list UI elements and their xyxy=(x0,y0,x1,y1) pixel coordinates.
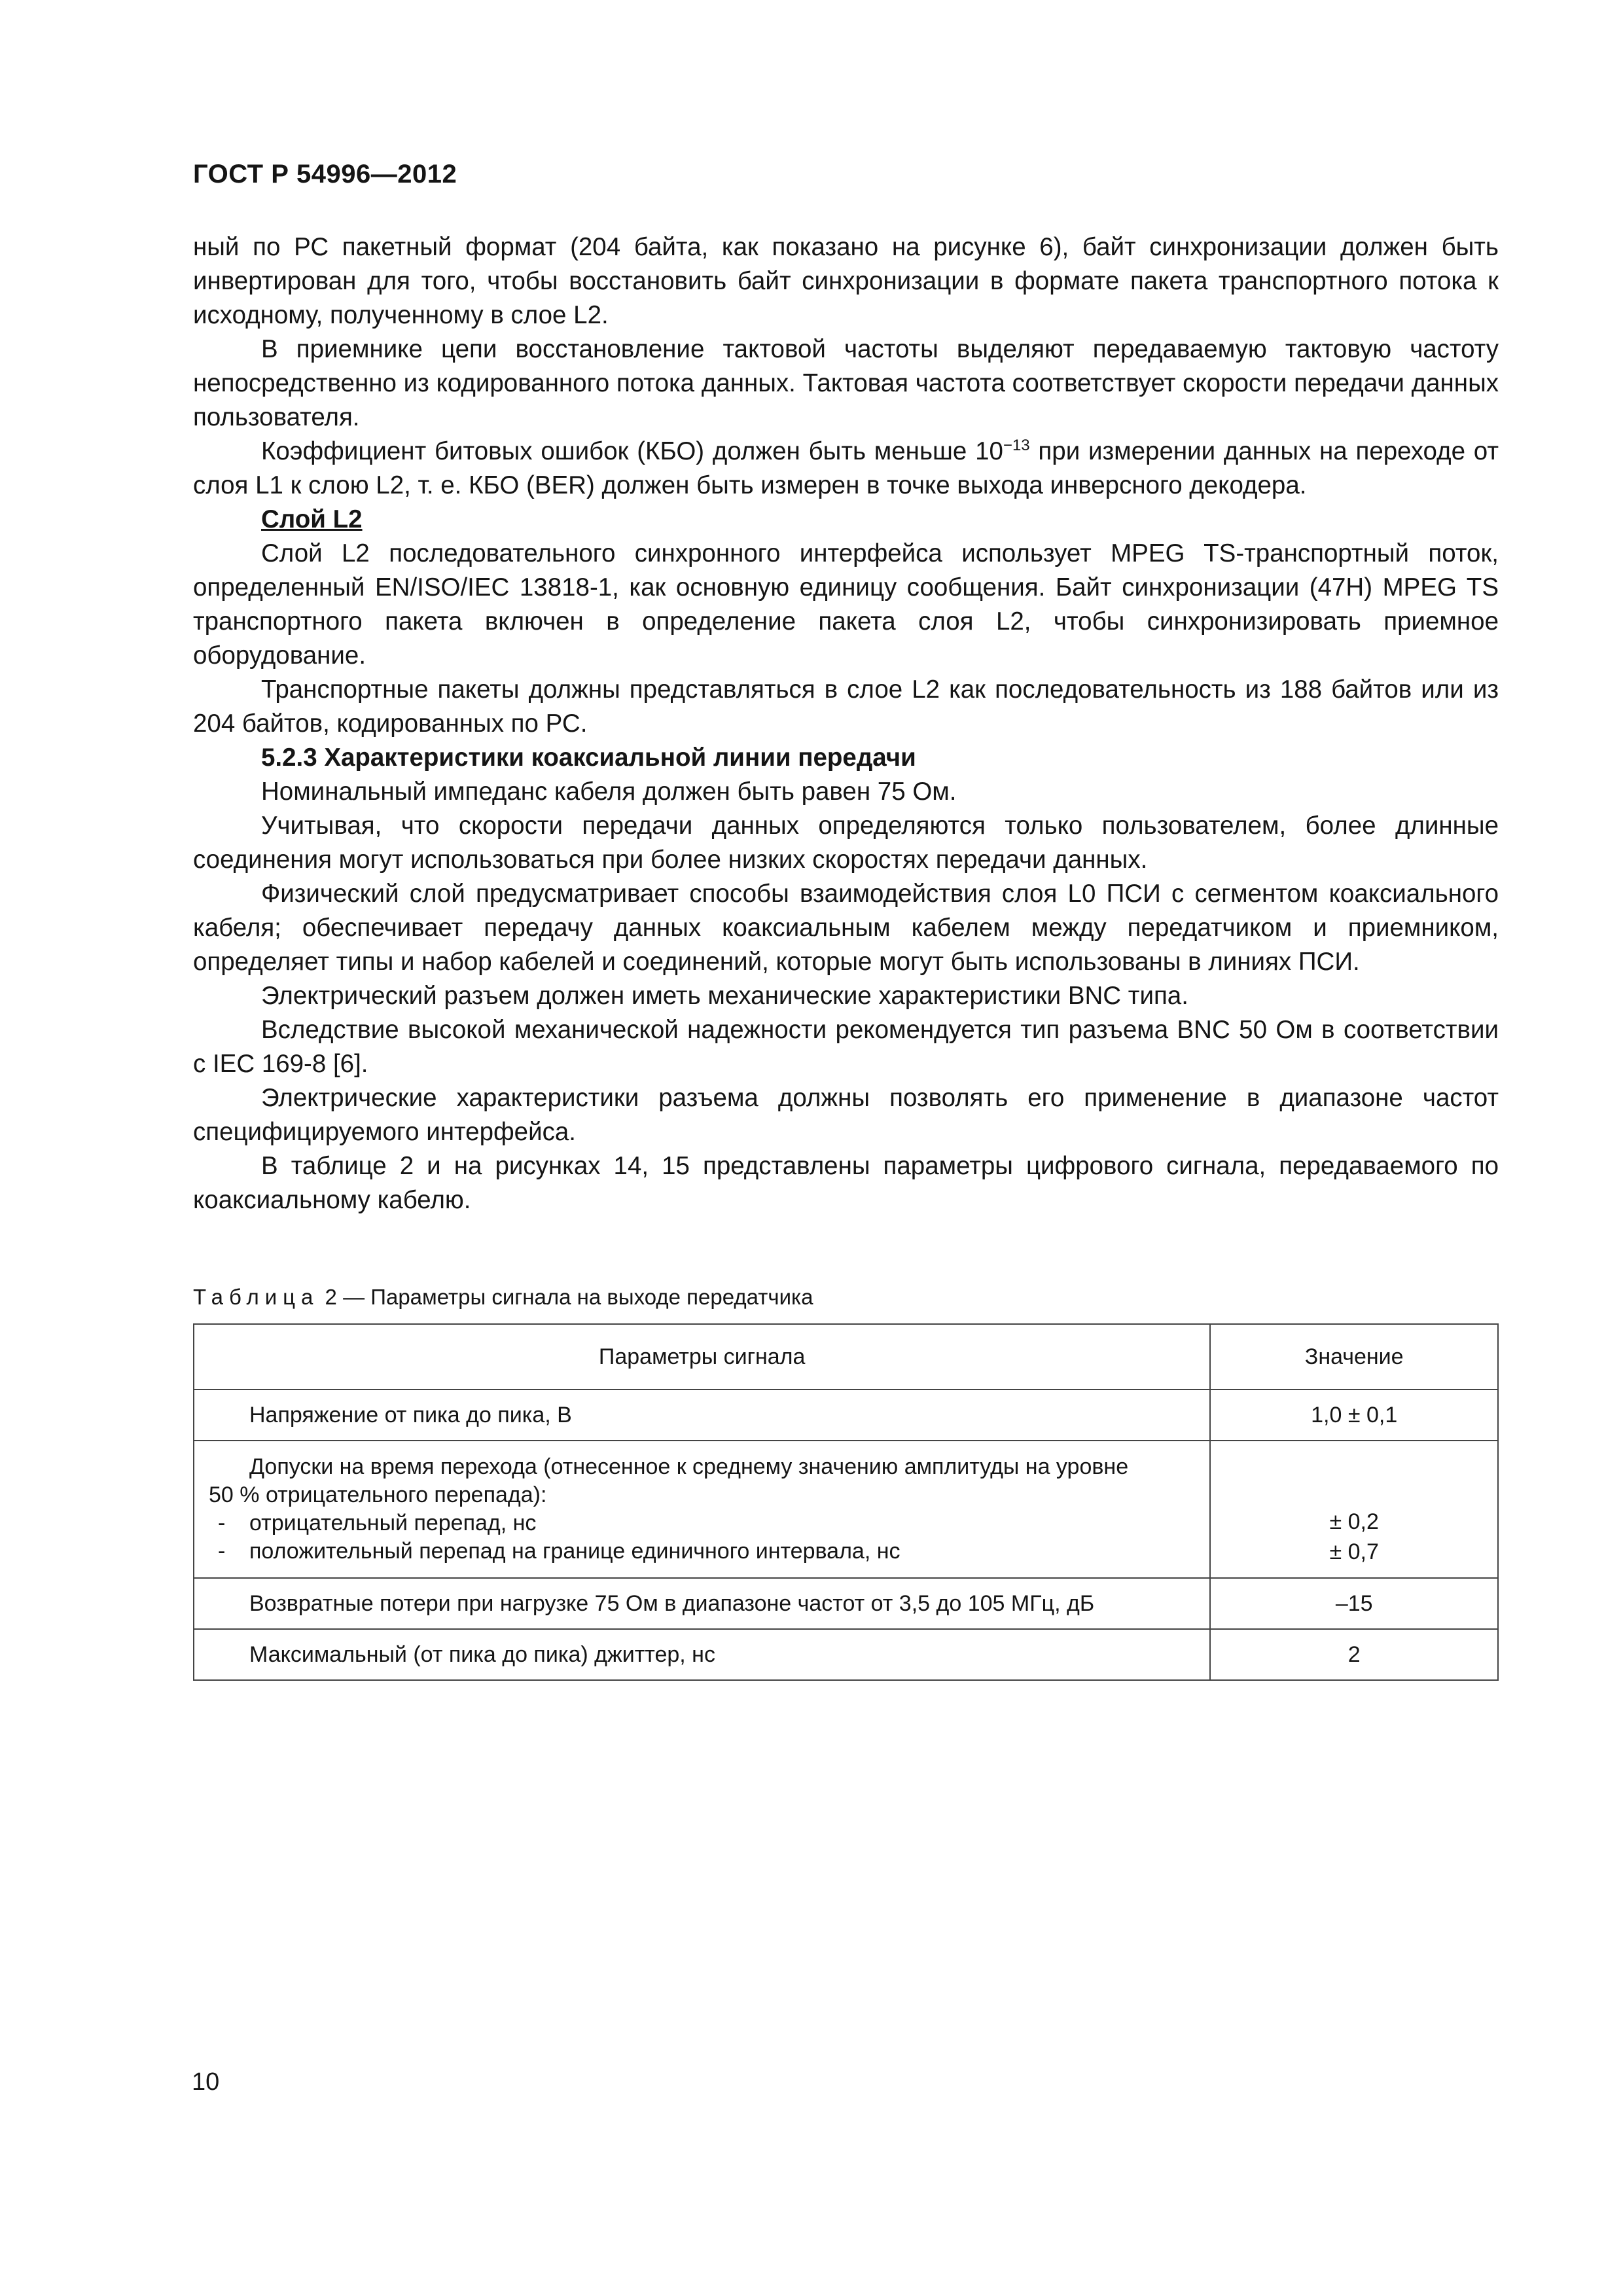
parameter-line: Допуски на время перехода (отнесенное к среднему значению амплитуды на уровне xyxy=(249,1454,1129,1479)
value-list xyxy=(1211,1452,1497,1567)
value-cell xyxy=(1210,1441,1498,1578)
paragraph: Электрические характеристики разъема должны позволять его применение в диапазоне частот специфицируемого интерфейса. xyxy=(193,1084,1499,1146)
value-cell: 2 xyxy=(1210,1629,1498,1680)
paragraph-ber xyxy=(193,435,1499,503)
table-header-row xyxy=(194,1324,1498,1390)
parameter-list-item xyxy=(209,1509,1200,1537)
table-row xyxy=(194,1578,1498,1629)
paragraph: В приемнике цепи восстановление тактовой частоты выделяют передаваемую тактовую частоту непосредственно из кодированного потока данных. Тактовая частота соответствует скорости передачи данных пользователя. xyxy=(193,335,1499,431)
parameter-cell: Максимальный (от пика до пика) джиттер, нс xyxy=(194,1629,1210,1680)
table-caption-label: Таблица xyxy=(193,1285,319,1309)
paragraph: ный по РС пакетный формат (204 байта, как показано на рисунке 6), байт синхронизации должен быть инвертирован для того, чтобы восстановить байт синхронизации в формате пакета транспортного потока к исходному, полученному в слое L2. xyxy=(193,233,1499,329)
signal-parameters-table xyxy=(193,1323,1499,1681)
paragraph: Вследствие высокой механической надежности рекомендуется тип разъема BNC 50 Ом в соответствии с IEC 169-8 [6]. xyxy=(193,1016,1499,1078)
paragraph: Транспортные пакеты должны представляться в слое L2 как последовательность из 188 байтов или из 204 байтов, кодированных по РС. xyxy=(193,675,1499,738)
column-header-parameters: Параметры сигнала xyxy=(194,1324,1210,1390)
paragraph: В таблице 2 и на рисунках 14, 15 представлены параметры цифрового сигнала, передаваемого по коаксиальному кабелю. xyxy=(193,1152,1499,1214)
paragraph: Электрический разъем должен иметь механические характеристики BNC типа. xyxy=(261,982,1188,1010)
parameter-cell: Возвратные потери при нагрузке 75 Ом в диапазоне частот от 3,5 до 105 МГц, дБ xyxy=(194,1578,1210,1629)
parameter-cell xyxy=(194,1441,1210,1578)
table-row xyxy=(194,1629,1498,1680)
value-line: ± 0,2 xyxy=(1329,1509,1379,1534)
paragraph: Физический слой предусматривает способы взаимодействия слоя L0 ПСИ с сегментом коаксиального кабеля; обеспечивает передачу данных коаксиальным кабелем между передатчиком и приемником, определяет типы и набор кабелей и соединений, которые могут быть использованы в линиях ПСИ. xyxy=(193,880,1499,976)
column-header-value: Значение xyxy=(1210,1324,1498,1390)
parameter-list-item-text: отрицательный перепад, нс xyxy=(249,1511,537,1535)
section-heading: 5.2.3 Характеристики коаксиальной линии передачи xyxy=(261,744,916,772)
table-caption xyxy=(193,1285,813,1310)
paragraph: Учитывая, что скорости передачи данных определяются только пользователем, более длинные соединения могут использоваться при более низких скоростях передачи данных. xyxy=(193,812,1499,874)
paragraph-text: Коэффициент битовых ошибок (КБО) должен быть меньше 10 xyxy=(261,437,1003,465)
table-caption-title: 2 — Параметры сигнала на выходе передатчика xyxy=(319,1285,813,1309)
parameter-list-item xyxy=(209,1537,1200,1566)
paragraph: Слой L2 последовательного синхронного интерфейса использует MPEG TS-транспортный поток, определенный EN/ISO/IEC 13818-1, как основную единицу сообщения. Байт синхронизации (47H) MPEG TS транспортного пакета включен в определение пакета слоя L2, чтобы синхронизировать приемное оборудование. xyxy=(193,539,1499,670)
page-number: 10 xyxy=(192,2068,220,2096)
parameter-cell: Напряжение от пика до пика, В xyxy=(194,1390,1210,1441)
parameter-line: 50 % отрицательного перепада): xyxy=(209,1482,547,1507)
paragraph-text: при измерении данных на переходе от слоя L1 к слою L2, т. е. КБО (BER) должен быть измерен в точке выхода инверсного декодера. xyxy=(193,437,1499,499)
dash-bullet: - xyxy=(218,1539,226,1564)
value-cell: –15 xyxy=(1210,1578,1498,1629)
subsection-heading: Слой L2 xyxy=(261,505,363,533)
parameter-list-item-text: положительный перепад на границе единичного интервала, нс xyxy=(249,1539,901,1564)
body-text xyxy=(193,230,1499,1217)
dash-bullet: - xyxy=(218,1511,226,1535)
value-cell: 1,0 ± 0,1 xyxy=(1210,1390,1498,1441)
paragraph: Номинальный импеданс кабеля должен быть равен 75 Ом. xyxy=(261,778,957,806)
document-header: ГОСТ Р 54996—2012 xyxy=(193,160,457,188)
table-row xyxy=(194,1441,1498,1578)
exponent: −13 xyxy=(1003,437,1030,454)
value-line: ± 0,7 xyxy=(1329,1539,1379,1564)
table-row xyxy=(194,1390,1498,1441)
parameter-multiline xyxy=(209,1453,1200,1566)
